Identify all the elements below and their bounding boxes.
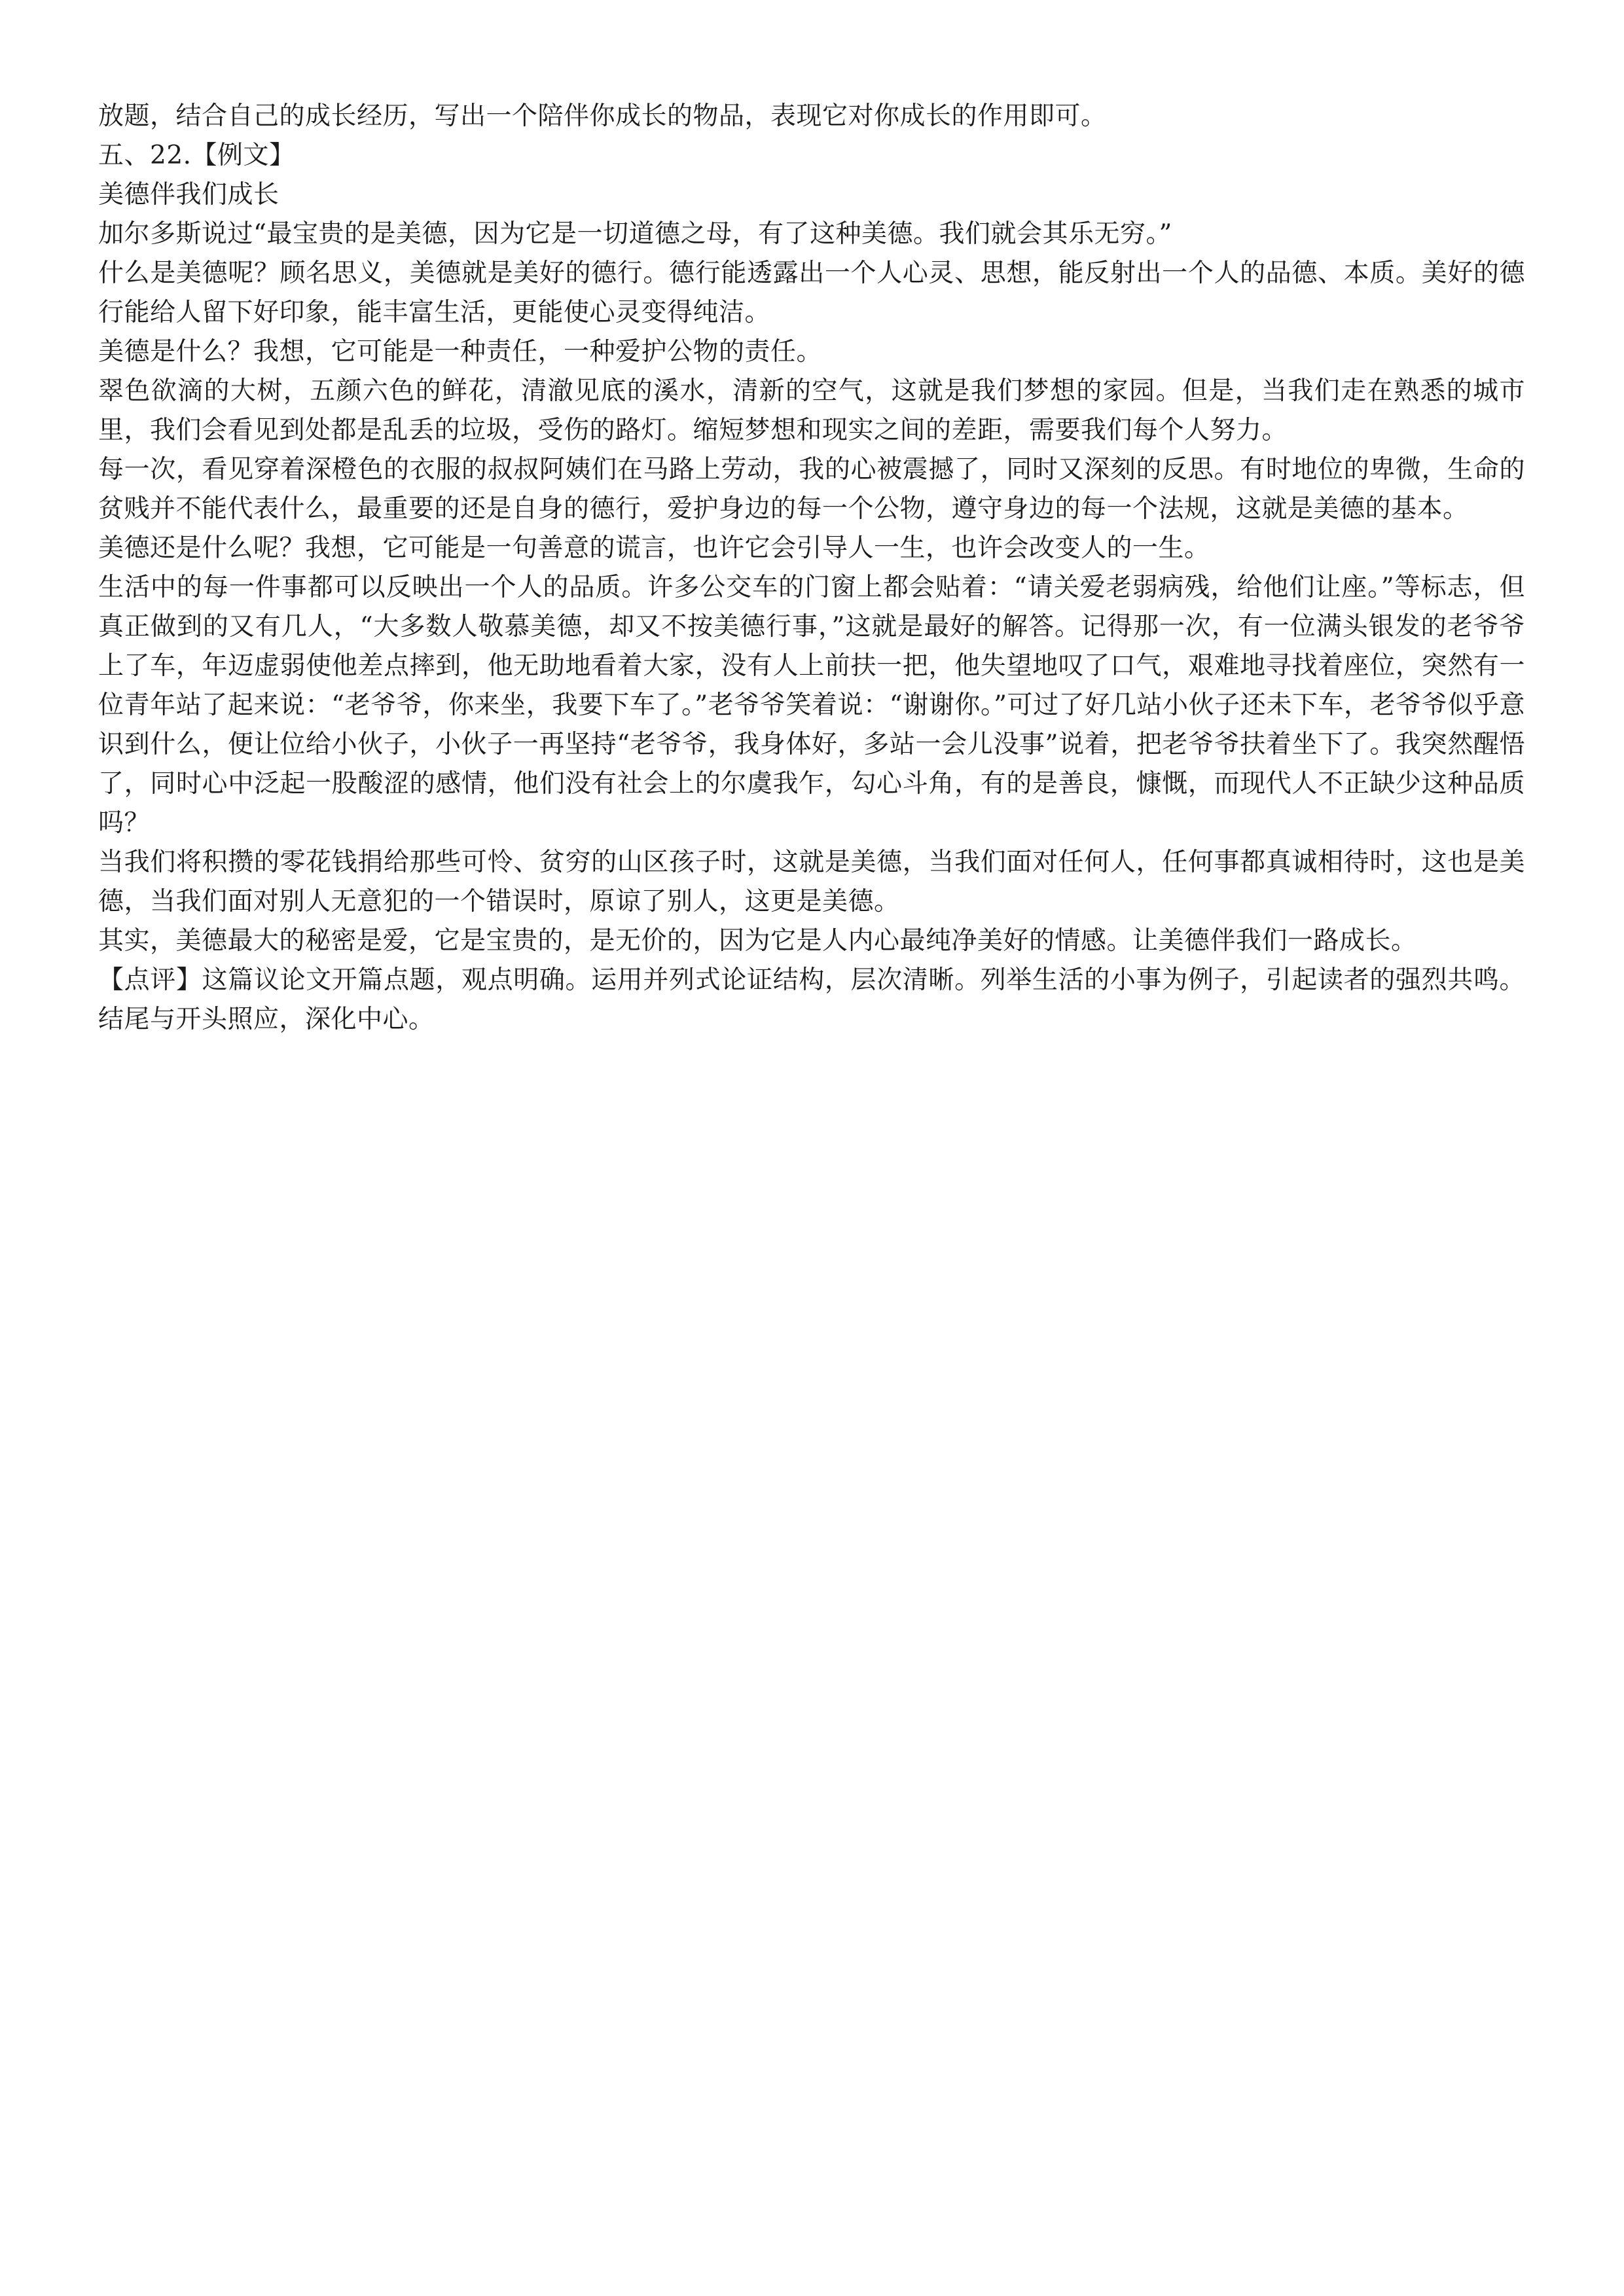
section-heading: 五、22.【例文】 <box>98 141 295 170</box>
document-body <box>98 97 1525 1039</box>
paragraph-definition: 什么是美德呢？顾名思义，美德就是美好的德行。德行能透露出一个人心灵、思想，能反射出一个人的品德、本质。美好的德行能给人留下好印象，能丰富生活，更能使心灵变得纯洁。 <box>98 259 1525 327</box>
paragraph-intro-continuation: 放题，结合自己的成长经历，写出一个陪伴你成长的物品，表现它对你成长的作用即可。 <box>98 101 1107 131</box>
essay-title: 美德伴我们成长 <box>98 180 280 209</box>
paragraph-homeland: 翠色欲滴的大树，五颜六色的鲜花，清澈见底的溪水，清新的空气，这就是我们梦想的家园。但是，当我们走在熟悉的城市里，我们会看见到处都是乱丢的垃圾，受伤的路灯。缩短梦想和现实之间的差距，需要我们每个人努力。 <box>98 376 1525 445</box>
paragraph-bus-story: 生活中的每一件事都可以反映出一个人的品质。许多公交车的门窗上都会贴着：“请关爱老弱病残，给他们让座。”等标志，但真正做到的又有几人，“大多数人敬慕美德，却又不按美德行事，”这就是最好的解答。记得那一次，有一位满头银发的老爷爷上了车，年迈虚弱使他差点摔到，他无助地看着大家，没有人上前扶一把，他失望地叹了口气，艰难地寻找着座位，突然有一位青年站了起来说：“老爷爷，你来坐，我要下车了。”老爷爷笑着说：“谢谢你。”可过了好几站小伙子还未下车，老爷爷似乎意识到什么，便让位给小伙子，小伙子一再坚持“老爷爷，我身体好，多站一会儿没事”说着，把老爷爷扶着坐下了。我突然醒悟了，同时心中泛起一股酸涩的感情，他们没有社会上的尔虞我乍，勾心斗角，有的是善良，慷慨，而现代人不正缺少这种品质吗？ <box>98 573 1525 838</box>
paragraph-comment: 【点评】这篇议论文开篇点题，观点明确。运用并列式论证结构，层次清晰。列举生活的小事为例子，引起读者的强烈共鸣。结尾与开头照应，深化中心。 <box>98 965 1525 1034</box>
paragraph-reflection: 每一次，看见穿着深橙色的衣服的叔叔阿姨们在马路上劳动，我的心被震撼了，同时又深刻的反思。有时地位的卑微，生命的贫贱并不能代表什么，最重要的还是自身的德行，爱护身边的每一个公物，遵守身边的每一个法规，这就是美德的基本。 <box>98 455 1525 524</box>
paragraph-examples: 当我们将积攒的零花钱捐给那些可怜、贫穷的山区孩子时，这就是美德，当我们面对任何人，任何事都真诚相待时，这也是美德，当我们面对别人无意犯的一个错误时，原谅了别人，这更是美德。 <box>98 848 1525 916</box>
paragraph-quote: 加尔多斯说过“最宝贵的是美德，因为它是一切道德之母，有了这种美德。我们就会其乐无穷。” <box>98 219 1172 249</box>
paragraph-conclusion: 其实，美德最大的秘密是爱，它是宝贵的，是无价的，因为它是人内心最纯净美好的情感。让美德伴我们一路成长。 <box>98 926 1417 956</box>
paragraph-responsibility: 美德是什么？我想，它可能是一种责任，一种爱护公物的责任。 <box>98 337 823 367</box>
paragraph-white-lie: 美德还是什么呢？我想，它可能是一句善意的谎言，也许它会引导人一生，也许会改变人的一生。 <box>98 533 1210 563</box>
